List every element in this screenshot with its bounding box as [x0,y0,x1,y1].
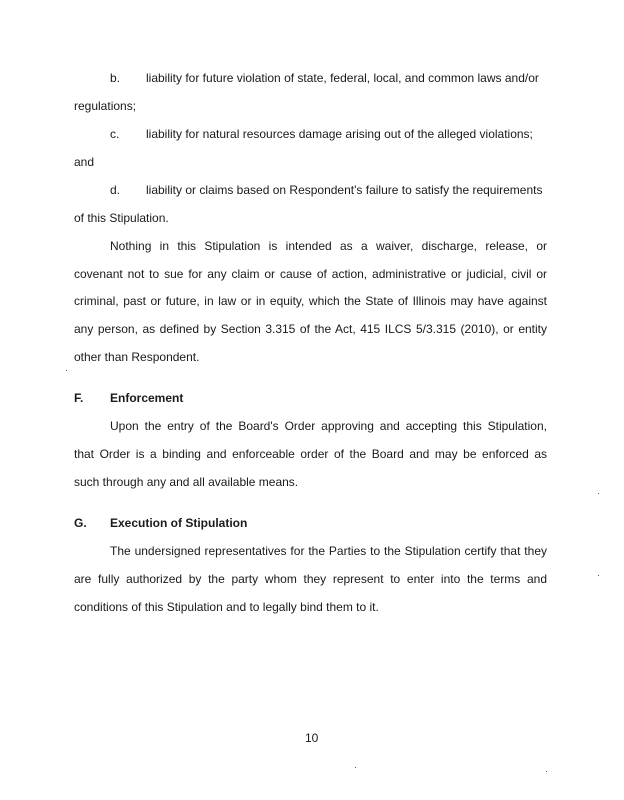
section-f-line: Upon the entry of the Board's Order approving and accepting this Stipulation, [110,419,547,433]
nothing-paragraph-line: covenant not to sue for any claim or cause of action, administrative or judicial, civil or [74,267,547,281]
page-number: 10 [305,731,319,745]
item-c-letter: c. [110,127,120,141]
section-f-line: that Order is a binding and enforceable order of the Board and may be enforced as [74,447,547,461]
nothing-paragraph-line: any person, as defined by Section 3.315 of the Act, 415 ILCS 5/3.315 (2010), or entity [74,322,547,336]
scan-speck [546,771,547,772]
section-g-title: Execution of Stipulation [110,516,248,530]
item-b-letter: b. [110,71,121,85]
nothing-paragraph-line: criminal, past or future, in law or in equity, which the State of Illinois may have against [74,294,547,308]
section-f-letter: F. [74,391,84,405]
item-d-text: liability or claims based on Respondent's failure to satisfy the requirements [146,183,543,197]
section-g-line: conditions of this Stipulation and to legally bind them to it. [74,600,379,614]
section-f-title: Enforcement [110,391,184,405]
scan-speck [598,575,599,576]
scan-speck [66,370,67,371]
item-b-text: liability for future violation of state, federal, local, and common laws and/or [146,71,539,85]
item-d-continuation: of this Stipulation. [74,211,169,225]
nothing-paragraph-line: other than Respondent. [74,350,200,364]
item-b-continuation: regulations; [74,99,137,113]
nothing-paragraph-line: Nothing in this Stipulation is intended as a waiver, discharge, release, or [110,239,547,253]
section-g-letter: G. [74,516,87,530]
item-d-letter: d. [110,183,121,197]
section-g-line: The undersigned representatives for the Parties to the Stipulation certify that they [110,544,547,558]
scan-speck [598,493,599,494]
section-f-line: such through any and all available means. [74,475,299,489]
scan-speck [355,767,356,768]
item-c-text: liability for natural resources damage arising out of the alleged violations; [146,127,533,141]
and-word: and [74,155,95,169]
section-g-line: are fully authorized by the party whom they represent to enter into the terms and [74,572,547,586]
